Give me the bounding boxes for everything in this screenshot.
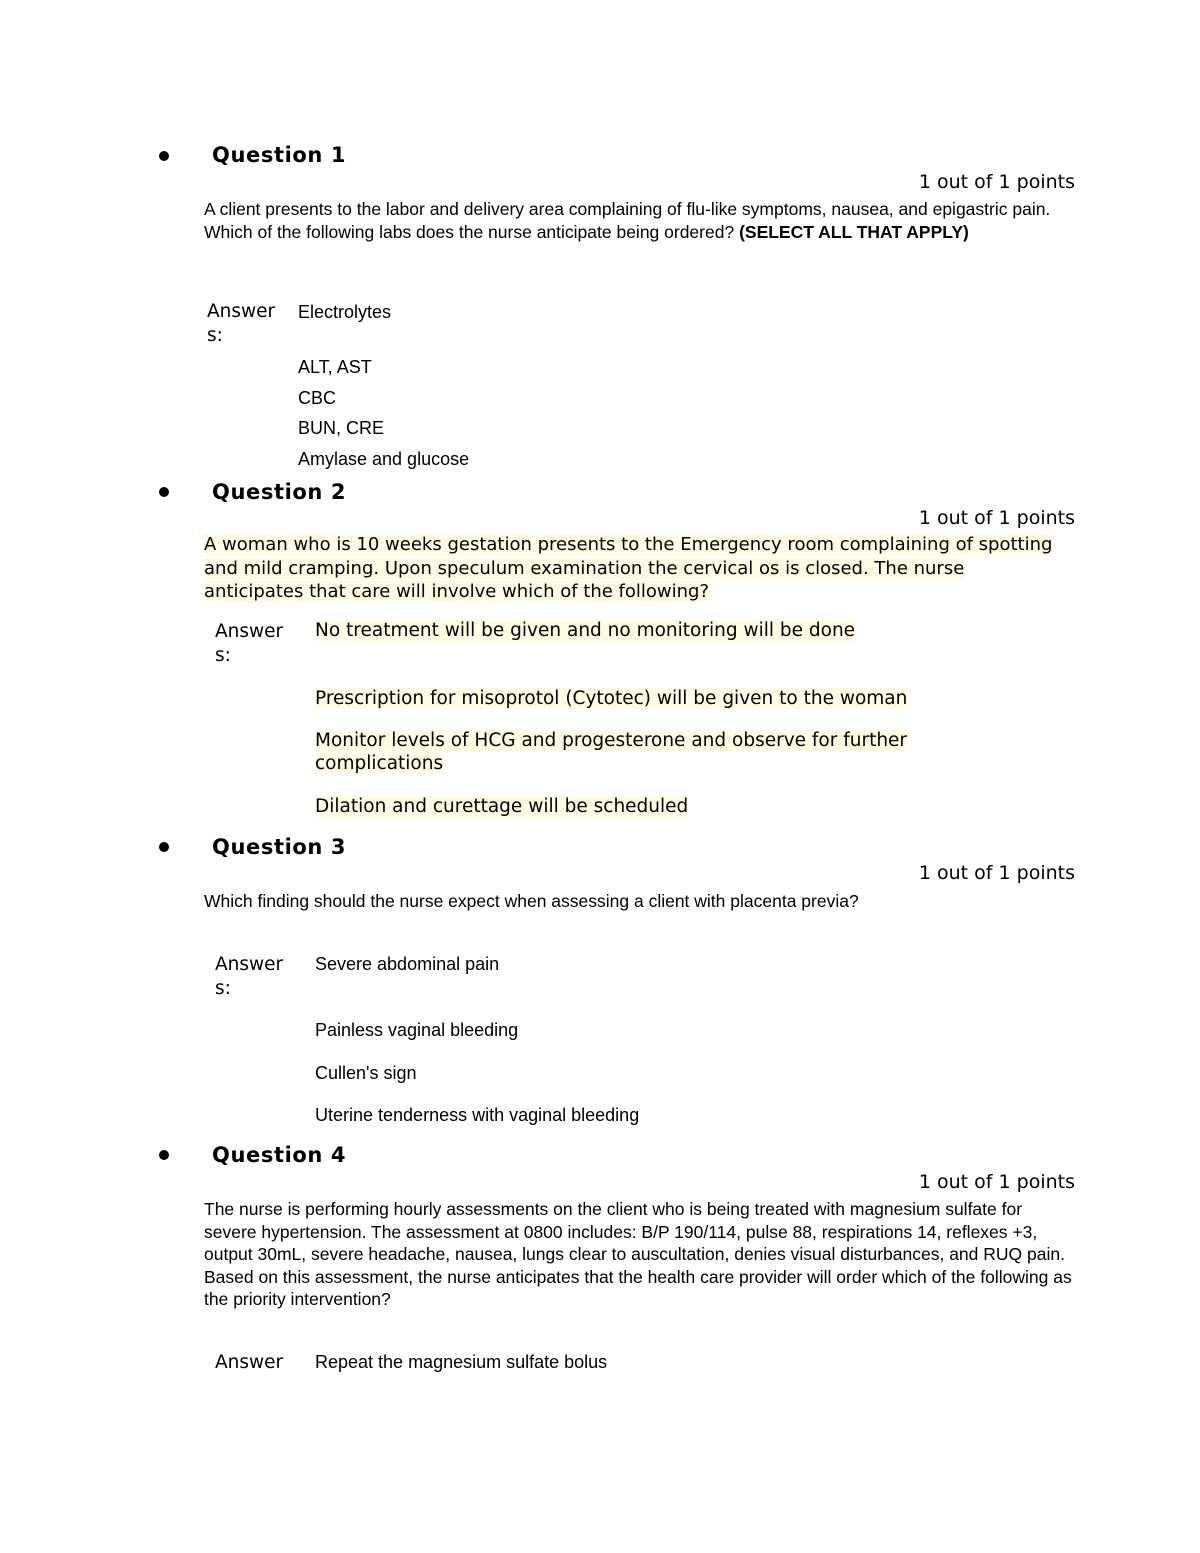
question-title: Question 1	[212, 143, 347, 167]
question-text-body: A client presents to the labor and delivery area complaining of flu-like symptoms, nausea, and epigastric pain. Which of the following labs does the nurse anticipate being ordered?	[204, 199, 1051, 242]
answer-option[interactable]: Amylase and glucose	[298, 449, 470, 469]
question-title: Question 3	[212, 835, 347, 859]
question-points: 1 out of 1 points	[918, 171, 1075, 193]
question-text-instruction: (SELECT ALL THAT APPLY)	[739, 221, 969, 242]
question-title: Question 4	[212, 1143, 347, 1167]
question-text	[204, 198, 1084, 243]
answer-option[interactable]	[315, 729, 955, 775]
question-title: Question 2	[212, 480, 347, 504]
answer-option-text: Dilation and curettage will be scheduled	[315, 796, 689, 817]
bullet-icon	[159, 842, 169, 852]
answer-option[interactable]	[315, 687, 955, 710]
question-points: 1 out of 1 points	[918, 507, 1075, 529]
question-points: 1 out of 1 points	[918, 862, 1075, 884]
answers-label: Answer s:	[215, 621, 284, 666]
answers-label: Answer s:	[207, 301, 276, 346]
answer-option[interactable]: ALT, AST	[298, 357, 372, 377]
answer-option[interactable]: Severe abdominal pain	[315, 954, 500, 974]
answer-option[interactable]: Cullen's sign	[315, 1063, 417, 1083]
answer-option[interactable]: Repeat the magnesium sulfate bolus	[315, 1352, 608, 1372]
answer-option[interactable]: Electrolytes	[298, 302, 392, 322]
answer-option[interactable]: CBC	[298, 388, 337, 408]
bullet-icon	[159, 487, 169, 497]
answer-option[interactable]: Uterine tenderness with vaginal bleeding	[315, 1105, 640, 1125]
answer-option[interactable]: Painless vaginal bleeding	[315, 1020, 519, 1040]
answer-option[interactable]	[315, 795, 955, 818]
answers-label: Answer s:	[215, 954, 284, 999]
answers-label: Answer	[215, 1352, 284, 1373]
question-text	[204, 533, 1064, 604]
bullet-icon	[159, 1150, 169, 1160]
answer-option-text: No treatment will be given and no monitoring will be done	[315, 620, 856, 641]
question-points: 1 out of 1 points	[918, 1171, 1075, 1193]
question-text-body: A woman who is 10 weeks gestation presents to the Emergency room complaining of spotting and mild cramping. Upon speculum examination the cervical os is closed. The nurse anticipates that care will involve which of the following?	[204, 534, 1053, 602]
question-text: Which finding should the nurse expect when assessing a client with placenta previa?	[204, 891, 859, 911]
answer-option[interactable]: BUN, CRE	[298, 418, 385, 438]
answer-option[interactable]	[315, 619, 955, 642]
answer-option-text: Prescription for misoprotol (Cytotec) will be given to the woman	[315, 688, 908, 709]
answer-option-text: Monitor levels of HCG and progesterone and observe for further complications	[315, 730, 908, 774]
question-text: The nurse is performing hourly assessments on the client who is being treated with magnesium sulfate for severe hypertension. The assessment at 0800 includes: B/P 190/114, pulse 88, respirations 14, reflexes +3, output 30mL, severe headache, nausea, lungs clear to auscultation, denies visual disturbances, and RUQ pain. Based on this assessment, the nurse anticipates that the health care provider will order which of the following as the priority intervention?	[204, 1199, 1072, 1309]
bullet-icon	[159, 151, 169, 161]
